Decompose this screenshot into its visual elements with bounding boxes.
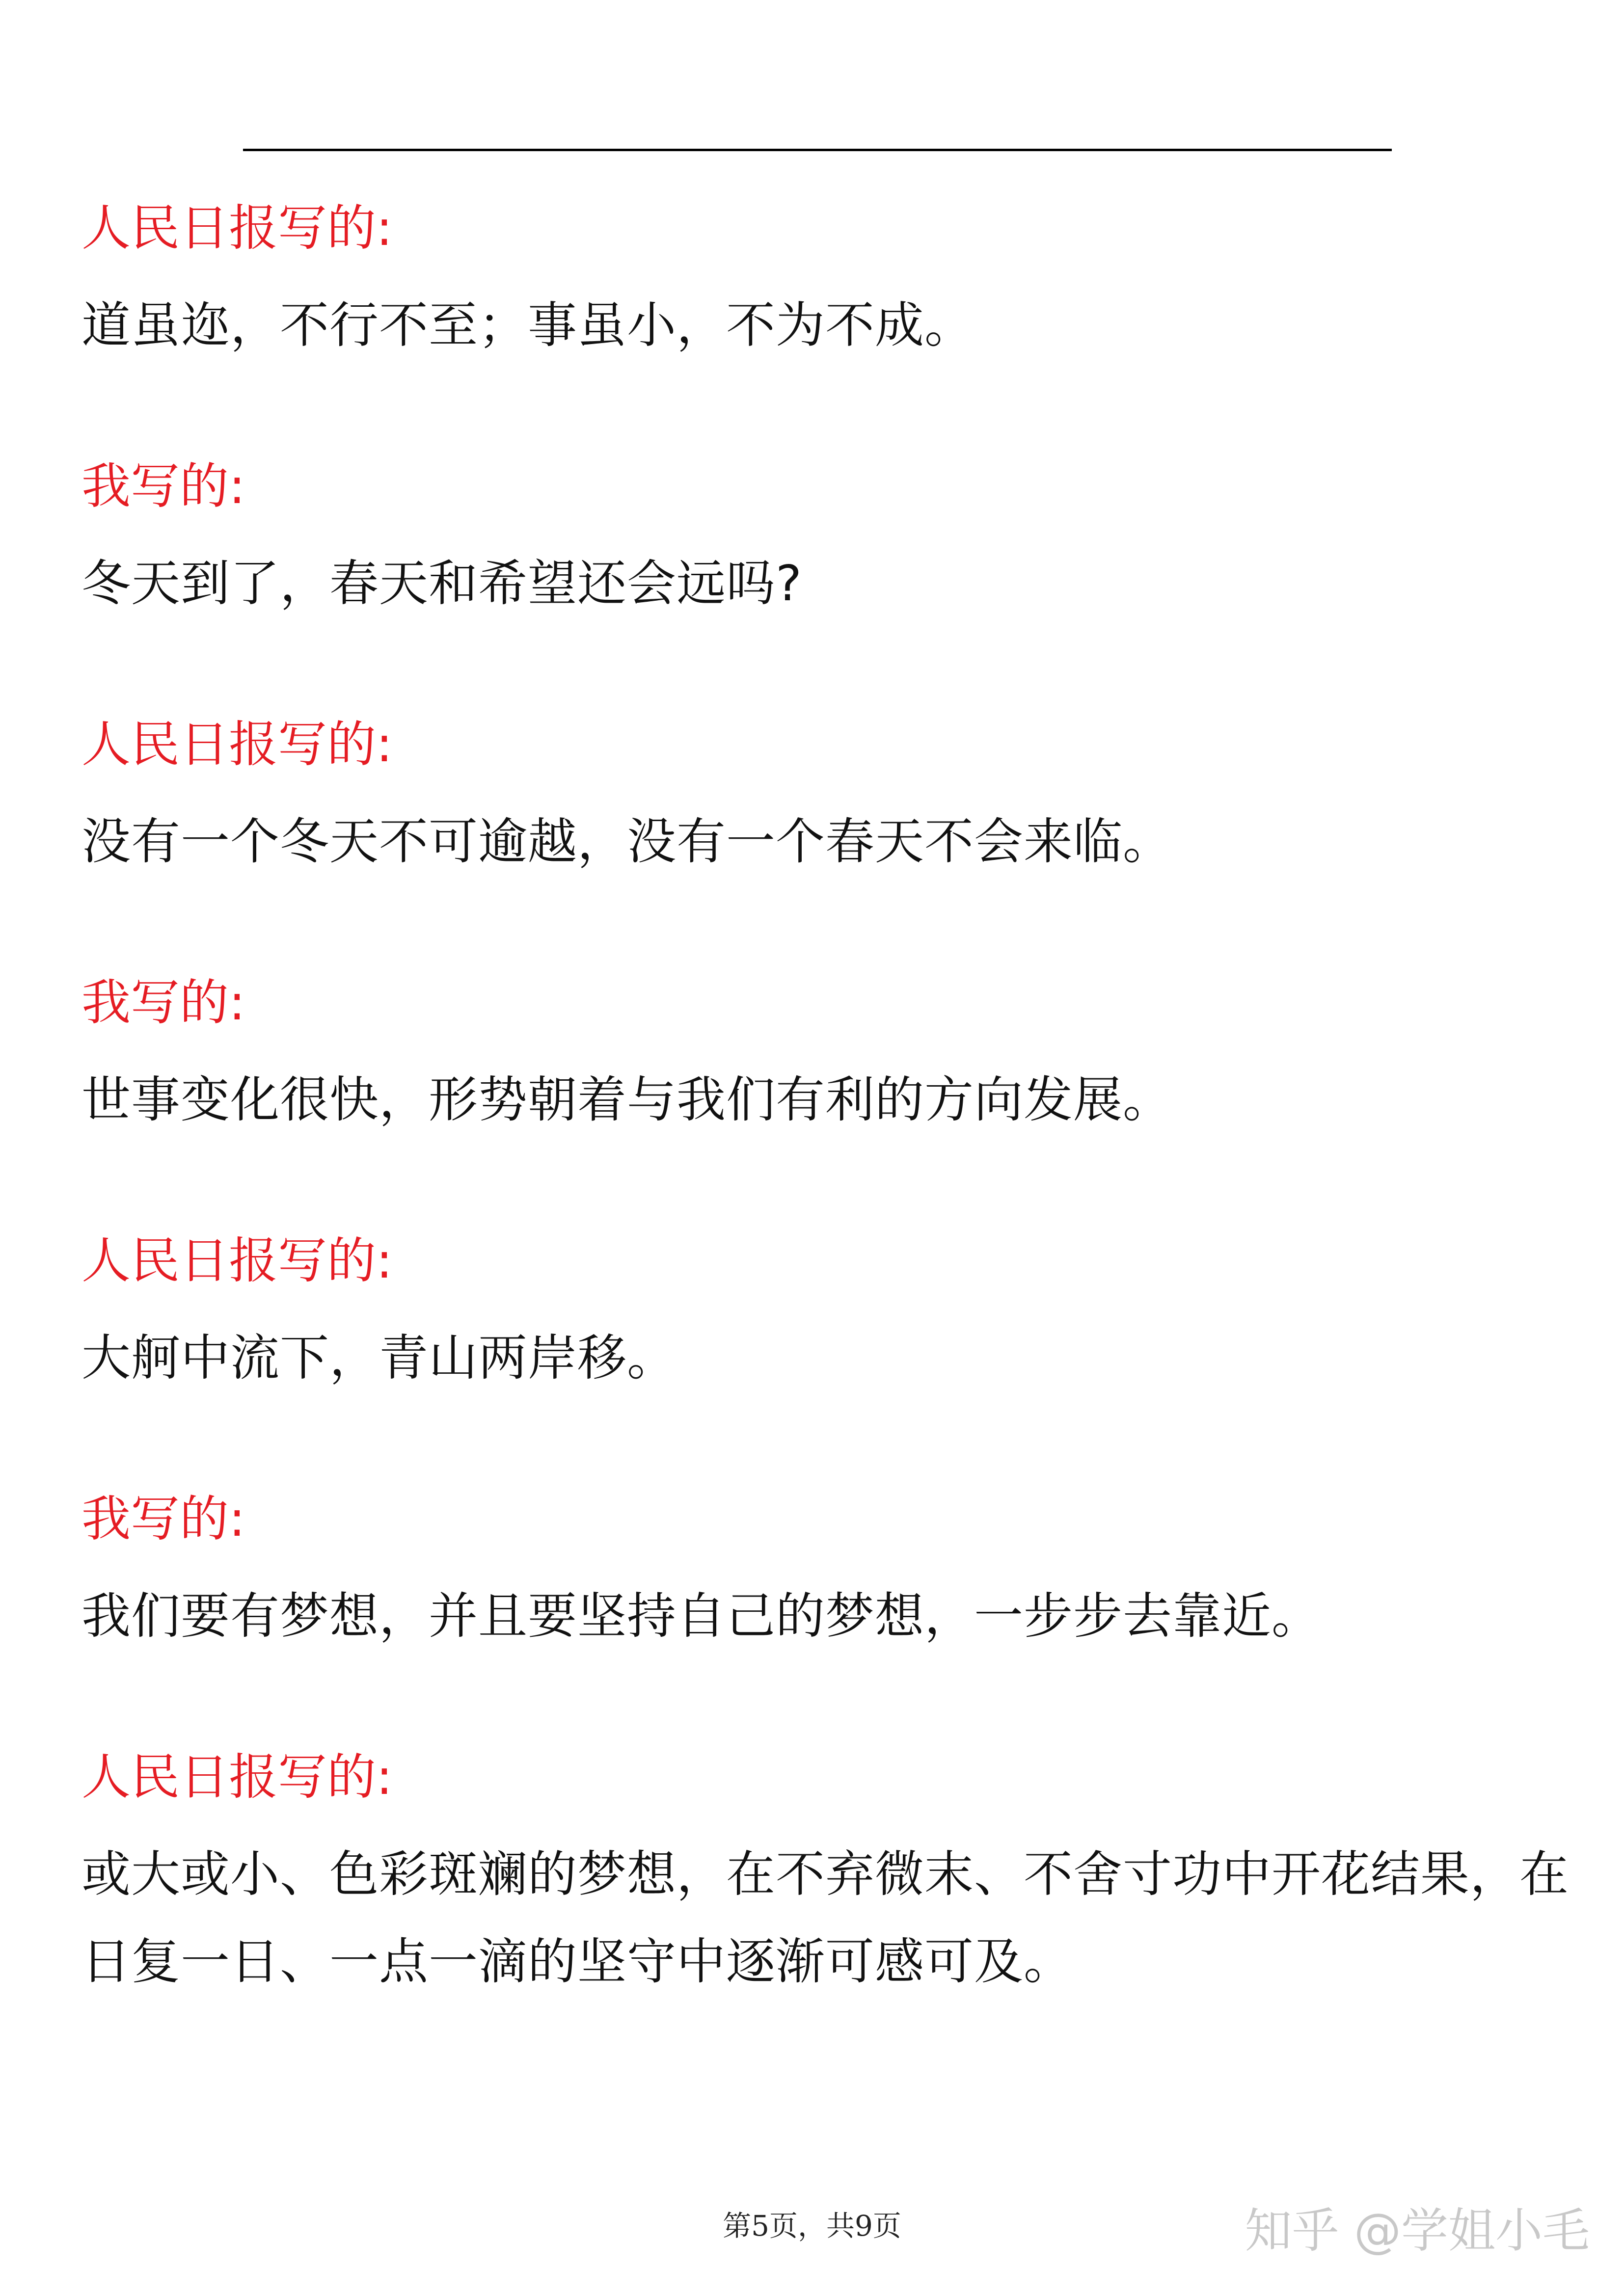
block-text: 我们要有梦想，并且要坚持自己的梦想，一步步去靠近。 xyxy=(81,1587,1321,1645)
block-text: 或大或小、色彩斑斓的梦想，在不弃微末、不舍寸功中开花结果，在日复一日、一点一滴的坚守中逐渐可感可及。 xyxy=(81,1845,1569,1990)
block-label: 人民日报写的: xyxy=(81,1748,393,1806)
quote-comparison-list xyxy=(81,196,1584,2091)
comparison-block-5 xyxy=(81,1229,1584,1402)
block-label: 我写的: xyxy=(81,457,245,515)
comparison-block-7 xyxy=(81,1745,1584,2005)
block-label: 人民日报写的: xyxy=(81,1232,393,1289)
block-text: 没有一个冬天不可逾越，没有一个春天不会来临。 xyxy=(81,813,1172,870)
header-rule xyxy=(243,149,1392,151)
block-text: 道虽迩，不行不至；事虽小，不为不成。 xyxy=(81,296,974,354)
comparison-block-3 xyxy=(81,713,1584,885)
block-label: 人民日报写的: xyxy=(81,199,393,257)
block-text: 大舸中流下，青山两岸移。 xyxy=(81,1329,677,1387)
comparison-block-6 xyxy=(81,1487,1584,1660)
block-label: 我写的: xyxy=(81,974,245,1031)
page-number: 第5页，共9页 xyxy=(723,2209,901,2243)
watermark: 知乎 @学姐小毛 xyxy=(1245,2203,1590,2258)
block-text: 世事变化很快，形势朝着与我们有利的方向发展。 xyxy=(81,1071,1172,1128)
block-text: 冬天到了，春天和希望还会远吗? xyxy=(81,555,803,612)
comparison-block-1 xyxy=(81,196,1584,369)
block-label: 人民日报写的: xyxy=(81,716,393,773)
comparison-block-2 xyxy=(81,454,1584,627)
comparison-block-4 xyxy=(81,971,1584,1144)
block-label: 我写的: xyxy=(81,1490,245,1548)
